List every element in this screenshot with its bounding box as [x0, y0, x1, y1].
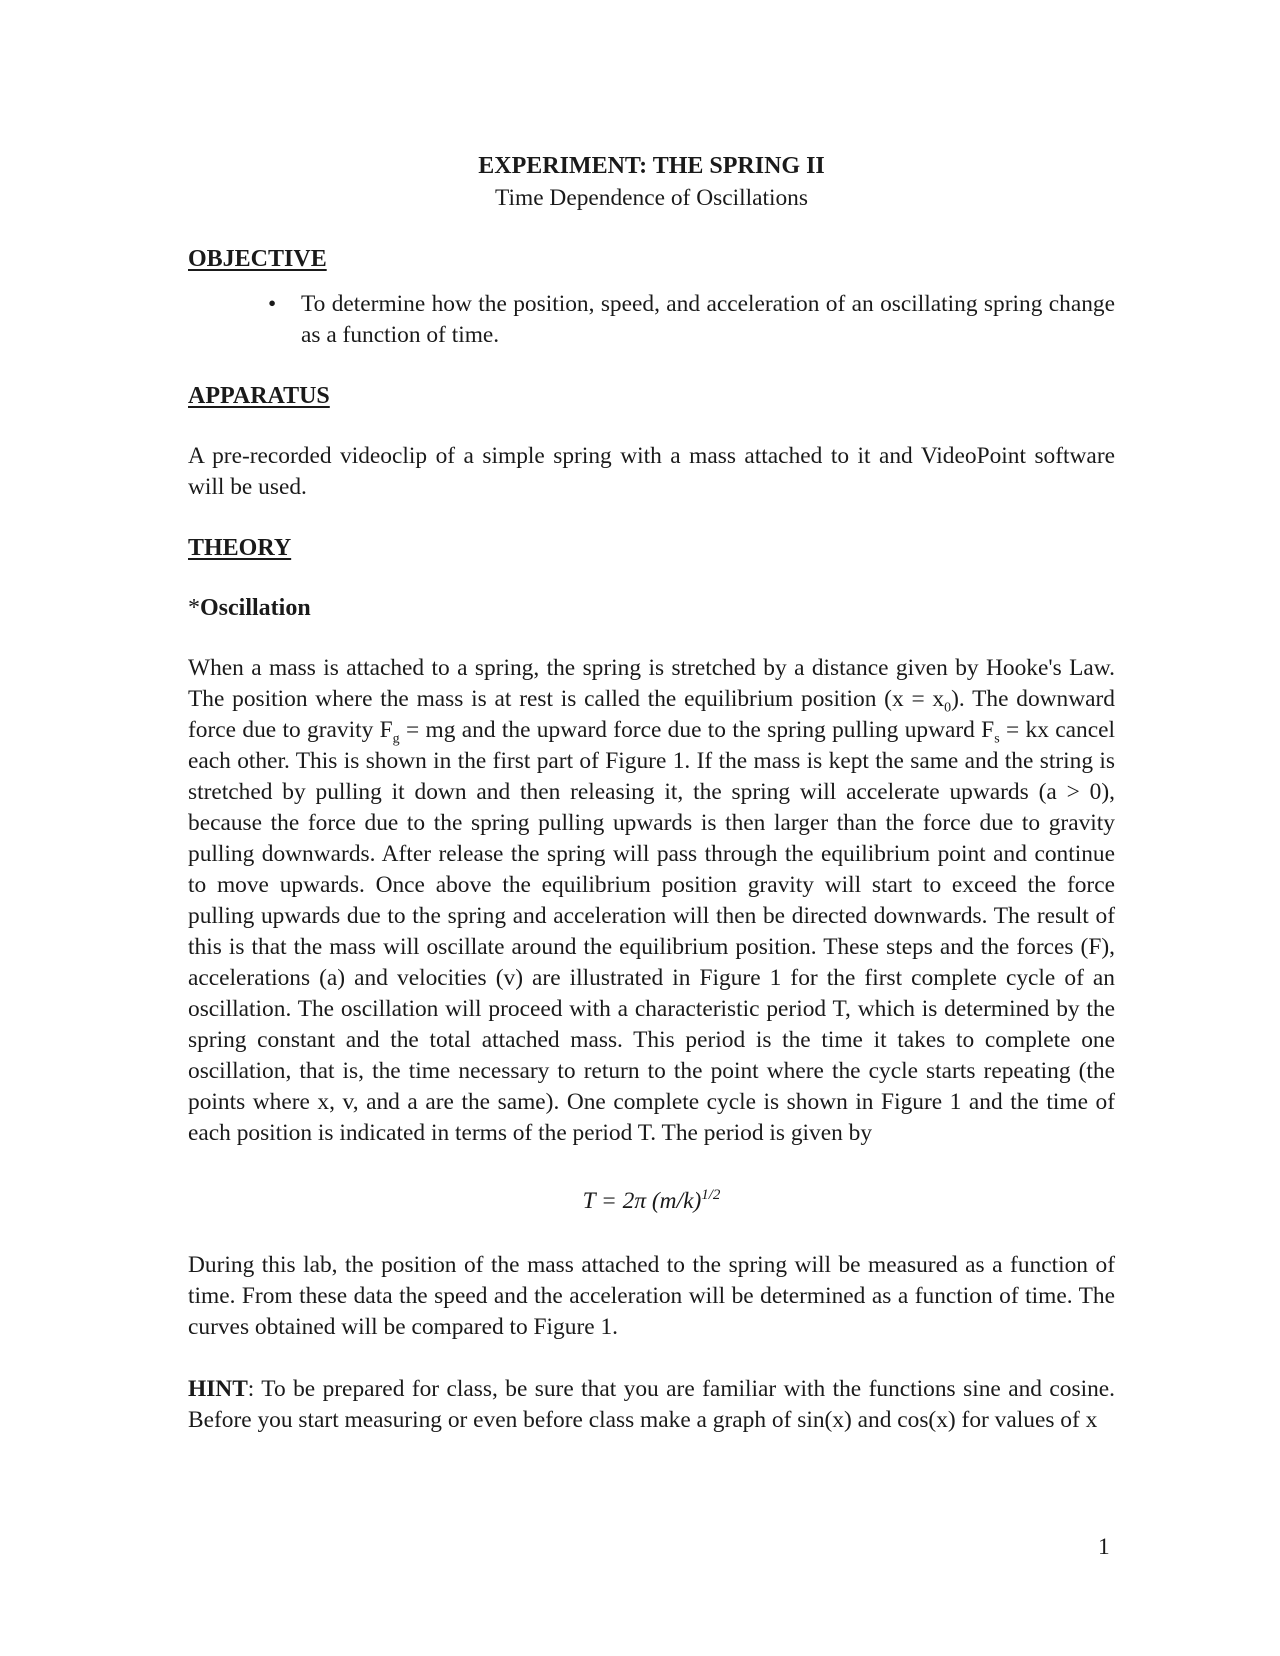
subscript-s: s — [994, 731, 1000, 747]
oscillation-label: Oscillation — [200, 595, 311, 621]
theory-subheading — [188, 593, 1115, 624]
page-number: 1 — [1098, 1534, 1110, 1560]
theory-paragraph-1 — [188, 653, 1115, 1149]
theory-heading: THEORY — [188, 535, 292, 561]
text-run: ). The downward force due to gravity F — [188, 686, 1116, 743]
title-block — [188, 150, 1115, 214]
equation-exponent: 1/2 — [701, 1187, 721, 1203]
hint-text: : To be prepared for class, be sure that you are familiar with the functions sine and cosine. Before you start measuring or even before class make a graph of sin(x) and cos(x) for values of x — [188, 1375, 1115, 1433]
bullet-icon: • — [268, 291, 277, 317]
period-equation — [188, 1180, 1115, 1217]
subscript-zero: 0 — [944, 700, 952, 716]
objective-list — [188, 289, 1115, 351]
apparatus-heading: APPARATUS — [188, 383, 330, 409]
text-run: When a mass is attached to a spring, the spring is stretched by a distance given by Hooke's Law. The position where the mass is at rest is called the equilibrium position (x = x — [188, 655, 1115, 712]
document-title: EXPERIMENT: THE SPRING II — [478, 153, 825, 179]
equation-main: T = 2π (m/k) — [582, 1187, 702, 1214]
objective-text: To determine how the position, speed, and acceleration of an oscillating spring change as a function of time. — [301, 291, 1115, 348]
theory-paragraph-2: During this lab, the position of the mass attached to the spring will be measured as a function of time. From these data the speed and the acceleration will be determined as a function of time. The curves obtained will be compared to Figure 1. — [188, 1251, 1115, 1340]
hint-paragraph — [188, 1374, 1115, 1436]
text-run: = kx cancel each other. This is shown in the first part of Figure 1. If the mass is kept the same and the string is stretched by pulling it down and then releasing it, the spring will accelerate upwards (a > 0), because the force due to the spring pulling upwards is then larger than the force due to gravity pulling downwards. After release the spring will pass through the equilibrium point and continue to move upwards. Once above the equilibrium position gravity will start to exceed the force pulling upwards due to the spring and acceleration will then be directed downwards. The result of this is that the mass will oscillate around the equilibrium position. These steps and the forces (F), accelerations (a) and velocities (v) are illustrated in Figure 1 for the first complete cycle of an oscillation. The oscillation will proceed with a characteristic period T, which is determined by the spring constant and the total attached mass. This period is the time it takes to complete one oscillation, that is, the time necessary to return to the point where the cycle starts repeating (the points where x, v, and a are the same). One complete cycle is shown in Figure 1 and the time of each position is indicated in terms of the period T. The period is given by — [188, 717, 1115, 1146]
apparatus-text: A pre-recorded videoclip of a simple spring with a mass attached to it and VideoPoint software will be used. — [188, 443, 1115, 500]
document-page — [188, 150, 1115, 1436]
asterisk: * — [188, 595, 200, 621]
objective-item — [188, 289, 1115, 351]
text-run: = mg and the upward force due to the spring pulling upward F — [399, 717, 995, 743]
subscript-g: g — [392, 731, 400, 747]
objective-heading: OBJECTIVE — [188, 246, 327, 272]
hint-label: HINT — [188, 1375, 248, 1402]
document-subtitle: Time Dependence of Oscillations — [495, 185, 808, 211]
